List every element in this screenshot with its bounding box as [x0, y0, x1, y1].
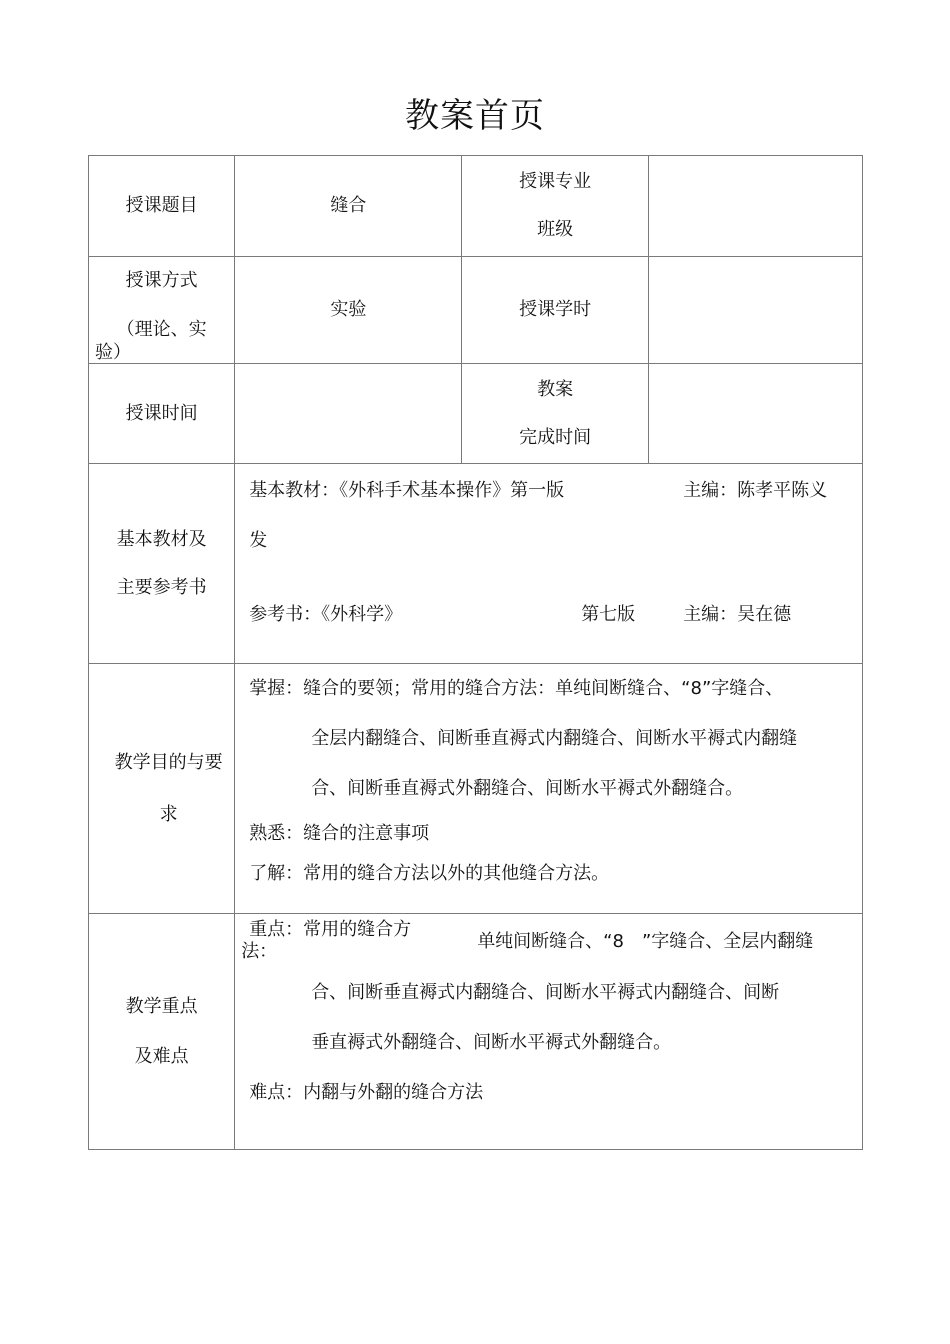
textbook-editor: 主编：陈孝平陈义 [683, 480, 828, 501]
label-teaching-mode [89, 257, 235, 364]
reference-editor: 主编：吴在德 [683, 604, 792, 625]
label-teaching-mode-line1: 授课方式 [125, 270, 198, 291]
key-line2: 合、间断垂直褥式内翻缝合、间断水平褥式内翻缝合、间断 [311, 982, 780, 1003]
value-class-hours [648, 257, 862, 364]
page-title: 教案首页 [405, 96, 545, 136]
label-major-class [462, 156, 648, 257]
value-major-class [648, 156, 862, 257]
row-key-points [89, 914, 863, 1150]
label-class: 班级 [537, 219, 574, 240]
label-key-points [89, 914, 235, 1150]
label-objectives-line1: 教学目的与要 [114, 751, 223, 773]
label-plan-completion [462, 364, 648, 464]
lesson-plan-table [88, 155, 863, 1150]
value-course-topic: 缝合 [235, 156, 462, 257]
textbook-editor-cont: 发 [249, 530, 268, 551]
value-teaching-mode: 实验 [235, 257, 462, 364]
label-objectives-line2: 求 [159, 803, 178, 825]
label-key-points-line1: 教学重点 [125, 995, 198, 1017]
reference-text: 参考书：《外科学》 [249, 604, 403, 625]
label-textbooks-line2: 主要参考书 [116, 576, 207, 598]
row-textbooks [89, 464, 863, 664]
master-line3: 合、间断垂直褥式外翻缝合、间断水平褥式外翻缝合。 [311, 778, 744, 799]
master-line1: 掌握：缝合的要领；常用的缝合方法：单纯间断缝合、“8”字缝合、 [249, 678, 784, 699]
key-line1: 单纯间断缝合、“8 ”字缝合、全层内翻缝 [477, 931, 814, 952]
value-teaching-time [235, 364, 462, 464]
key-line3: 垂直褥式外翻缝合、间断水平褥式外翻缝合。 [311, 1032, 672, 1053]
textbooks-content [235, 464, 863, 664]
label-objectives [89, 664, 235, 914]
label-key-points-line2: 及难点 [134, 1045, 189, 1067]
key-points-content [235, 914, 863, 1150]
label-plan: 教案 [537, 378, 574, 400]
label-completion-time: 完成时间 [519, 426, 592, 448]
label-teaching-mode-line2: （理论、实 [116, 319, 207, 340]
label-class-hours: 授课学时 [462, 257, 648, 364]
label-teaching-mode-line3: 验） [95, 342, 131, 363]
understand-text: 了解：常用的缝合方法以外的其他缝合方法。 [249, 863, 610, 884]
row-teaching-time [89, 364, 863, 464]
textbook-text: 基本教材：《外科手术基本操作》第一版 [249, 480, 565, 501]
value-plan-completion [648, 364, 862, 464]
label-course-topic: 授课题目 [89, 156, 235, 257]
row-teaching-mode [89, 257, 863, 364]
reference-edition: 第七版 [581, 604, 636, 625]
familiar-text: 熟悉：缝合的注意事项 [249, 823, 430, 844]
master-line2: 全层内翻缝合、间断垂直褥式内翻缝合、间断水平褥式内翻缝 [311, 728, 798, 749]
label-major: 授课专业 [519, 171, 592, 192]
key-label-b: 法： [241, 941, 278, 962]
row-course-topic [89, 156, 863, 257]
objectives-content [235, 664, 863, 914]
label-textbooks [89, 464, 235, 664]
difficulty-text: 难点：内翻与外翻的缝合方法 [249, 1082, 484, 1103]
key-label-a: 重点：常用的缝合方 [249, 919, 412, 940]
label-textbooks-line1: 基本教材及 [116, 528, 207, 550]
row-objectives [89, 664, 863, 914]
label-teaching-time: 授课时间 [89, 364, 235, 464]
